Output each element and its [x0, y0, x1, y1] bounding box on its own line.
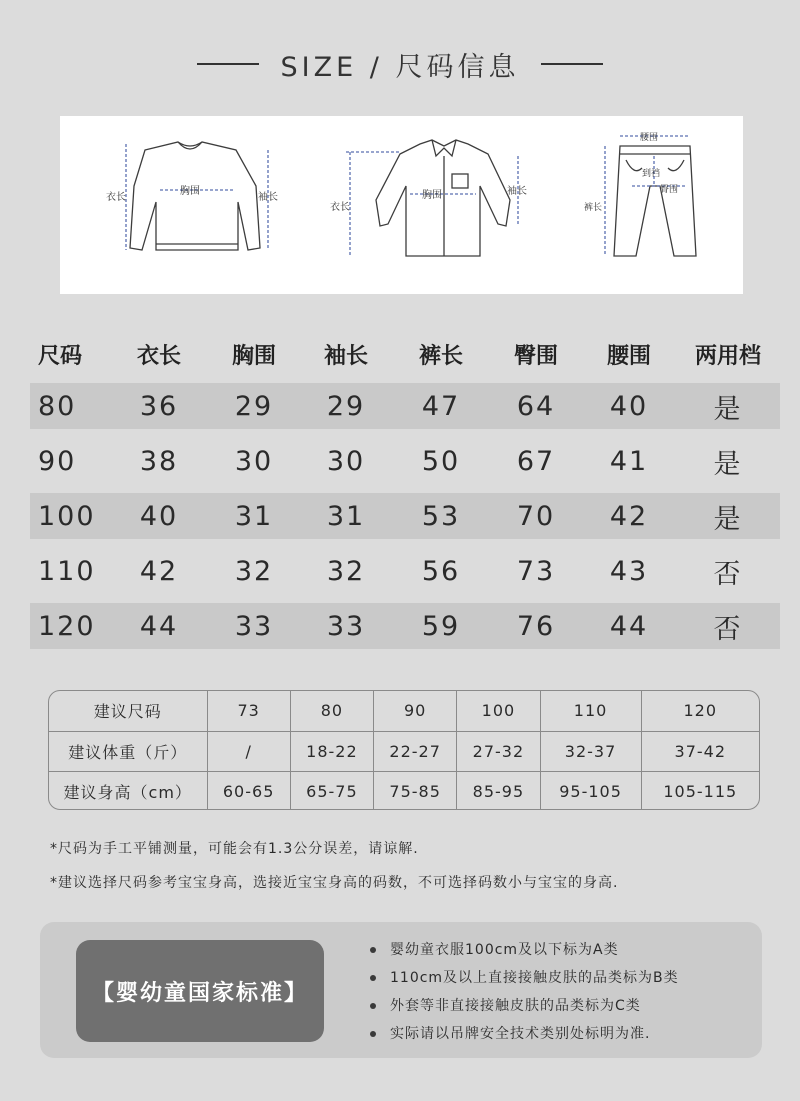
cell: 75-85 [374, 771, 457, 810]
header-cell: 尺码 [38, 343, 83, 369]
cell: 40 [609, 390, 649, 422]
cell: 44 [609, 610, 649, 642]
bullet-icon [370, 1003, 376, 1009]
cell: 29 [326, 390, 366, 422]
page-title [0, 44, 800, 84]
table-row [30, 383, 780, 429]
cell: / [207, 731, 290, 771]
cell: 70 [516, 500, 556, 532]
list-item [370, 992, 679, 1020]
cell: 建议身高（cm） [49, 771, 207, 810]
cell: 95-105 [540, 771, 641, 810]
header-cell: 胸围 [231, 343, 276, 369]
cell: 29 [234, 390, 274, 422]
standard-list [370, 936, 679, 1048]
cell: 73 [207, 691, 290, 731]
sweater-chest-label: 胸围 [180, 186, 200, 197]
pants-crotch-label: 到裆 [642, 169, 661, 179]
pants-waist-label: 腰围 [640, 133, 659, 143]
size-table [30, 334, 780, 649]
cell: 36 [139, 390, 179, 422]
note-selection: *建议选择尺码参考宝宝身高，选接近宝宝身高的码数，不可选择码数小与宝宝的身高. [50, 875, 619, 891]
cell: 42 [139, 555, 179, 587]
cell: 80 [38, 390, 77, 422]
jacket-chest-label: 胸围 [422, 190, 442, 201]
cell: 32-37 [540, 731, 641, 771]
measurement-illustrations [60, 116, 743, 294]
national-standard-panel [40, 922, 762, 1058]
cell: 41 [609, 445, 649, 477]
bullet-icon [370, 1031, 376, 1037]
cell: 120 [38, 610, 96, 642]
list-item-text: 110cm及以上直接接触皮肤的品类标为B类 [390, 970, 679, 986]
table-row [30, 438, 780, 484]
title-rule-right [541, 63, 603, 65]
cell: 是 [713, 393, 743, 425]
cell: 67 [516, 445, 556, 477]
cell: 37-42 [641, 731, 759, 771]
cell: 31 [326, 500, 366, 532]
cell: 43 [609, 555, 649, 587]
cell: 59 [421, 610, 461, 642]
standard-badge: 【婴幼童国家标准】 [76, 940, 324, 1042]
cell: 27-32 [457, 731, 540, 771]
cell: 42 [609, 500, 649, 532]
bullet-icon [370, 947, 376, 953]
cell: 38 [139, 445, 179, 477]
cell: 33 [234, 610, 274, 642]
cell: 110 [38, 555, 96, 587]
cell: 80 [290, 691, 373, 731]
pants-illustration [614, 146, 696, 256]
title-text: SIZE / 尺码信息 [280, 51, 520, 83]
cell: 64 [516, 390, 556, 422]
table-row [30, 493, 780, 539]
recommend-table [48, 690, 760, 810]
list-item-text: 外套等非直接接触皮肤的品类标为C类 [390, 998, 641, 1014]
list-item [370, 936, 679, 964]
cell: 30 [326, 445, 366, 477]
cell: 建议尺码 [49, 691, 207, 731]
cell: 30 [234, 445, 274, 477]
cell: 53 [421, 500, 461, 532]
list-item-text: 婴幼童衣服100cm及以下标为A类 [390, 942, 619, 958]
cell: 否 [713, 558, 743, 590]
bullet-icon [370, 975, 376, 981]
cell: 105-115 [641, 771, 759, 810]
size-table-header [30, 334, 780, 374]
jacket-illustration [376, 140, 510, 256]
cell: 100 [38, 500, 96, 532]
cell: 47 [421, 390, 461, 422]
cell: 31 [234, 500, 274, 532]
jacket-sleeve-label: 袖长 [507, 186, 527, 197]
jacket-length-label: 衣长 [330, 202, 350, 213]
cell: 建议体重（斤） [49, 731, 207, 771]
cell: 50 [421, 445, 461, 477]
cell: 120 [641, 691, 759, 731]
cell: 是 [713, 503, 743, 535]
header-cell: 腰围 [606, 343, 651, 369]
cell: 33 [326, 610, 366, 642]
table-row [30, 603, 780, 649]
cell: 76 [516, 610, 556, 642]
list-item [370, 964, 679, 992]
cell: 44 [139, 610, 179, 642]
cell: 100 [457, 691, 540, 731]
sweater-sleeve-label: 袖长 [258, 192, 278, 203]
cell: 90 [374, 691, 457, 731]
cell: 40 [139, 500, 179, 532]
cell: 90 [38, 445, 77, 477]
recommend-row-size [49, 691, 759, 731]
sweater-length-label: 衣长 [106, 192, 126, 203]
header-cell: 袖长 [323, 343, 368, 369]
header-cell: 臀围 [513, 343, 558, 369]
cell: 否 [713, 613, 743, 645]
cell: 60-65 [207, 771, 290, 810]
cell: 是 [713, 448, 743, 480]
pants-hip-label: 臀围 [660, 185, 679, 195]
notes [50, 836, 780, 904]
cell: 32 [326, 555, 366, 587]
header-cell: 两用档 [694, 343, 761, 369]
table-row [30, 548, 780, 594]
list-item-text: 实际请以吊牌安全技术类别处标明为准. [390, 1026, 651, 1042]
pants-length-label: 裤长 [584, 203, 603, 213]
cell: 65-75 [290, 771, 373, 810]
cell: 73 [516, 555, 556, 587]
cell: 110 [540, 691, 641, 731]
note-measurement: *尺码为手工平铺测量，可能会有1.3公分误差，请谅解. [50, 841, 419, 857]
recommend-row-weight [49, 731, 759, 771]
cell: 18-22 [290, 731, 373, 771]
list-item [370, 1020, 679, 1048]
recommend-row-height [49, 771, 759, 810]
header-cell: 衣长 [136, 343, 181, 369]
cell: 32 [234, 555, 274, 587]
cell: 56 [421, 555, 461, 587]
cell: 22-27 [374, 731, 457, 771]
header-cell: 裤长 [418, 343, 463, 369]
title-rule-left [197, 63, 259, 65]
cell: 85-95 [457, 771, 540, 810]
